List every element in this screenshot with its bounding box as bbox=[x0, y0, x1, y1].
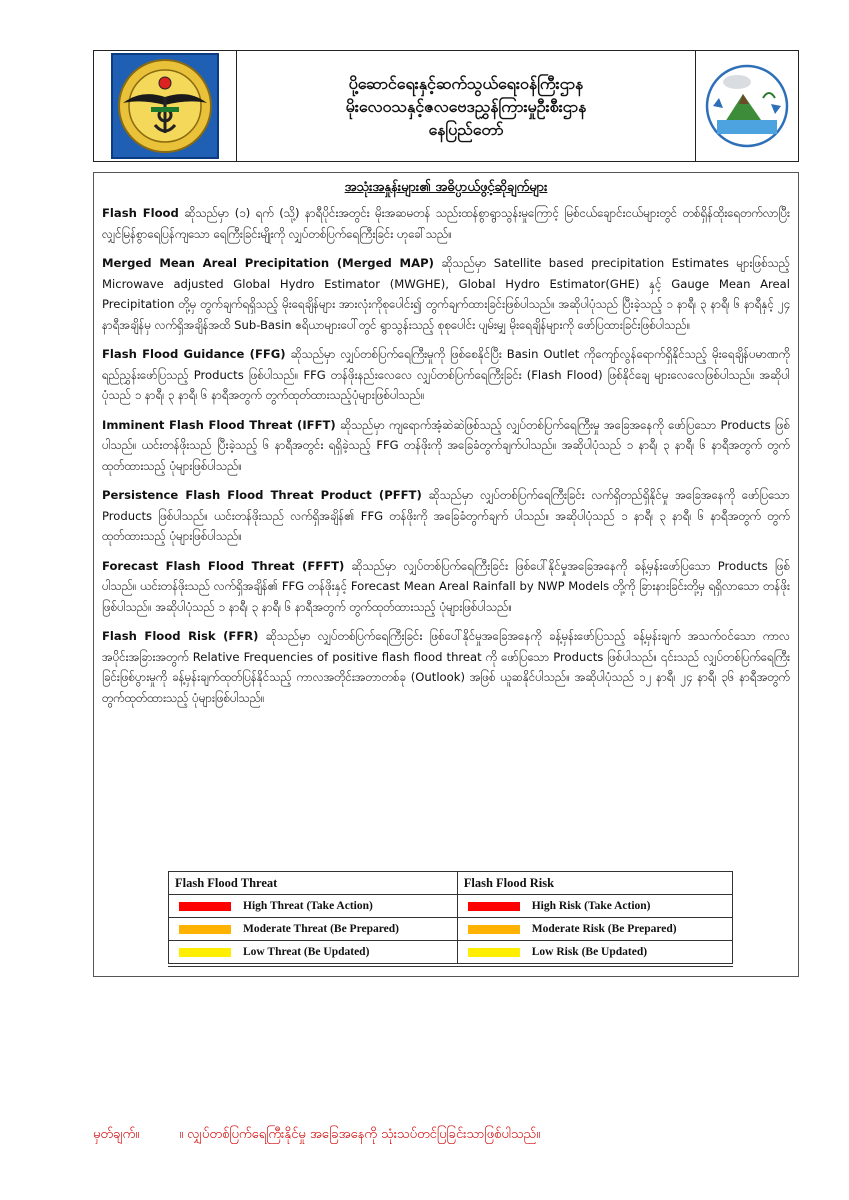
definition-text: ဆိုသည်မှာ လျှပ်တစ်ပြက်ရေကြီးခြင်း လက်ရှိတည်ရှိနိုင်မှု အခြေအနေကို ဖော်ပြသော Products ဖြစ်ပါသည်။ ယင်းတန်ဖိုးသည် လက်ရှိအချိန်၏ FFG တန်ဖိုးကို အခြေခံတွက်ချက် ပါသည်။ အဆိုပါပုံသည် ၁ နာရီ၊ ၃ နာရီ၊ ၆ နာရီအတွက် တွက်ထုတ်ထားသည့် ပုံများဖြစ်ပါသည်။ bbox=[102, 488, 790, 543]
definition-term: Flash Flood Guidance (FFG) bbox=[102, 347, 286, 361]
footnote-text: ။ လျှပ်တစ်ပြက်ရေကြီးနိုင်မှု အခြေအနေကို သုံးသပ်တင်ပြခြင်းသာဖြစ်ပါသည်။ bbox=[179, 1127, 541, 1142]
legend-header-threat: Flash Flood Threat bbox=[169, 872, 458, 895]
ministry-logo-icon bbox=[111, 53, 219, 159]
definition-term: Forecast Flash Flood Threat (FFFT) bbox=[102, 558, 345, 573]
legend-threat-label: Moderate Threat (Be Prepared) bbox=[243, 923, 399, 935]
header-title-line-1: ပို့ဆောင်ရေးနှင့်ဆက်သွယ်ရေးဝန်ကြီးဌာန bbox=[348, 73, 584, 93]
definition-paragraph bbox=[102, 253, 790, 335]
legend-row bbox=[169, 941, 733, 964]
legend-underline bbox=[168, 966, 733, 967]
section-title: အသုံးအနှုန်းများ၏ အဓိပ္ပာယ်ဖွင့်ဆိုချက်များ bbox=[344, 180, 548, 195]
legend-row bbox=[169, 918, 733, 941]
high-color-swatch bbox=[179, 902, 231, 911]
definition-paragraph bbox=[102, 485, 790, 547]
legend-risk-cell bbox=[457, 941, 732, 964]
legend-risk-cell bbox=[457, 918, 732, 941]
legend-threat-cell bbox=[169, 918, 458, 941]
legend-risk-cell bbox=[457, 895, 732, 918]
high-color-swatch bbox=[468, 902, 520, 911]
footnote-label: မှတ်ချက်။ bbox=[93, 1127, 140, 1142]
definition-paragraph bbox=[102, 344, 790, 406]
definition-term: Persistence Flash Flood Threat Product (PFFT) bbox=[102, 488, 422, 502]
definition-term: Imminent Flash Flood Threat (IFFT) bbox=[102, 417, 336, 432]
definitions-panel bbox=[93, 172, 799, 977]
definition-paragraph bbox=[102, 415, 790, 477]
header-title-line-2: မိုးလေဝသနှင့်ဇလဗေဒညွှန်ကြားမှုဦးစီးဌာန bbox=[345, 96, 587, 116]
legend-threat-cell bbox=[169, 895, 458, 918]
header-title-line-3: နေပြည်တော် bbox=[428, 119, 504, 139]
legend-threat-label: High Threat (Take Action) bbox=[243, 900, 373, 912]
definition-paragraph bbox=[102, 203, 790, 244]
low-color-swatch bbox=[468, 948, 520, 957]
definition-term: Flash Flood bbox=[102, 206, 179, 220]
legend-row bbox=[169, 895, 733, 918]
moderate-color-swatch bbox=[179, 925, 231, 934]
ministry-logo-cell bbox=[94, 51, 237, 161]
header-title bbox=[237, 51, 696, 161]
legend-risk-label: Moderate Risk (Be Prepared) bbox=[531, 923, 677, 935]
moderate-color-swatch bbox=[468, 925, 520, 934]
definition-paragraph bbox=[102, 556, 790, 618]
definition-term: Flash Flood Risk (FFR) bbox=[102, 629, 259, 643]
definition-text: ဆိုသည်မှာ လျှပ်တစ်ပြက်ရေကြီးခြင်း ဖြစ်ပေါ်နိုင်မှုအခြေအနေကို ခန့်မှန်းဖော်ပြသည့် ခန့်မှန်းချက် အသက်ဝင်သော ကာလအပိုင်းအခြားအတွက် Relative Frequencies of positive flash flood threat ကို ဖော်ပြသော Products ဖြစ်ပါသည်။ ၎င်းသည် လျှပ်တစ်ပြက်ရေကြီးခြင်းဖြစ်ပွားမှုကို ခန့်မှန်းချက်ထုတ်ပြန်နိုင်သည့် ကာလအတိုင်းအတာတစ်ခု (Outlook) အဖြစ် ယူဆနိုင်ပါသည်။ အဆိုပါပုံသည် ၁၂ နာရီ၊ ၂၄ နာရီ၊ ၃၆ နာရီအတွက် တွက်ထုတ်ထားသည့် ပုံများဖြစ်ပါသည်။ bbox=[102, 629, 791, 705]
low-color-swatch bbox=[179, 948, 231, 957]
legend-threat-cell bbox=[169, 941, 458, 964]
legend-threat-label: Low Threat (Be Updated) bbox=[243, 946, 370, 958]
footnote bbox=[93, 1126, 799, 1145]
definition-paragraph bbox=[102, 626, 790, 708]
definition-term: Merged Mean Areal Precipitation (Merged MAP) bbox=[102, 256, 434, 270]
definition-text: ဆိုသည်မှာ Satellite based precipitation Estimates များဖြစ်သည့် Microwave adjusted Global Hydro Estimator (MWGHE), Global Hydro Estimator(GHE) နှင့် Gauge Mean Areal Precipitation တို့မှ တွက်ချက်ရရှိသည့် မိုးရေချိန်များ အားလုံးကိုစုပေါင်း၍ တွက်ချက်ထားခြင်းဖြစ်ပါသည်။ အဆိုပါပုံသည် ပြီးခဲ့သည့် ၁ နာရီ၊ ၃ နာရီ၊ ၆ နာရီနှင့် ၂၄ နာရီအချိန်မှ လက်ရှိအချိန်အထိ Sub-Basin ဧရိယာများပေါ်တွင် ရွာသွန်းသည့် စုစုပေါင်း ပျမ်းမျှ မိုးရေချိန်များကို ဖော်ပြထားခြင်းဖြစ်ပါသည်။ bbox=[102, 256, 791, 332]
definition-text: ဆိုသည်မှာ (၁) ရက် (သို့) နာရီပိုင်းအတွင်း မိုးအဆမတန် သည်းထန်စွာရွာသွန်းမှုကြောင့် မြစ်ငယ်ချောင်းငယ်များတွင် တစ်ရှိန်ထိုးရေတက်လာပြီး လျှင်မြန်စွာရေပြန်ကျသော ရေကြီးခြင်းမျိုးကို လျှပ်တစ်ပြက်ရေကြီးခြင်း ဟုခေါ်သည်။ bbox=[102, 206, 790, 241]
legend-risk-label: High Risk (Take Action) bbox=[531, 900, 651, 912]
legend-risk-label: Low Risk (Be Updated) bbox=[531, 946, 648, 958]
definition-text: ဆိုသည်မှာ လျှပ်တစ်ပြက်ရေကြီးမှုကို ဖြစ်စေနိုင်ပြီး Basin Outlet ကိုကျော်လွန်ရောက်ရှိနိုင်သည့် မိုးရေချိန်ပမာဏကို ရည်ညွှန်းဖော်ပြသည့် Products ဖြစ်ပါသည်။ FFG တန်ဖိုးနည်းလေလေ လျှပ်တစ်ပြက်ရေကြီးခြင်း (Flash Flood) ဖြစ်နိုင်ချေ များလေလေဖြစ်ပါသည်။ အဆိုပါပုံသည် ၁ နာရီ၊ ၃ နာရီ၊ ၆ နာရီအတွက် တွက်ထုတ်ထားသည့်ပုံများဖြစ်ပါသည်။ bbox=[102, 347, 791, 402]
definition-text: ဆိုသည်မှာ ကျရောက်အံ့ဆဲဆဲဖြစ်သည့် လျှပ်တစ်ပြက်ရေကြီးမှု အခြေအနေကို ဖော်ပြသော Products ဖြစ်ပါသည်။ ယင်းတန်ဖိုးသည် ပြီးခဲ့သည့် ၆ နာရီအတွင်း ရရှိခဲ့သည့် FFG တန်ဖိုးကို အခြေခံတွက်ချက်ပါသည်။ အဆိုပါပုံသည် ၁ နာရီ၊ ၃ နာရီ၊ ၆ နာရီအတွက် တွက်ထုတ်ထားသည့် ပုံများဖြစ်ပါသည်။ bbox=[102, 417, 790, 473]
threat-risk-legend bbox=[168, 871, 733, 964]
hydrology-logo-cell bbox=[696, 51, 798, 161]
legend-header-risk: Flash Flood Risk bbox=[457, 872, 732, 895]
document-header bbox=[93, 50, 799, 162]
definition-text: ဆိုသည်မှာ လျှပ်တစ်ပြက်ရေကြီးခြင်း ဖြစ်ပေါ်နိုင်မှုအခြေအနေကို ခန့်မှန်းဖော်ပြသော Products ဖြစ်ပါသည်။ ယင်းတန်ဖိုးသည် လက်ရှိအချိန်၏ FFG တန်ဖိုးနှင့် Forecast Mean Areal Rainfall by NWP Models တို့ကို ခြားနားခြင်းတို့မှ ရရှိလာသော တန်ဖိုးဖြစ်ပါသည်။ အဆိုပါပုံသည် ၁ နာရီ၊ ၃ နာရီ၊ ၆ နာရီအတွက် တွက်ထုတ်ထားသည့် ပုံများဖြစ်ပါသည်။ bbox=[102, 558, 790, 614]
legend-header-row bbox=[169, 872, 733, 895]
water-cycle-logo-icon bbox=[703, 62, 791, 150]
